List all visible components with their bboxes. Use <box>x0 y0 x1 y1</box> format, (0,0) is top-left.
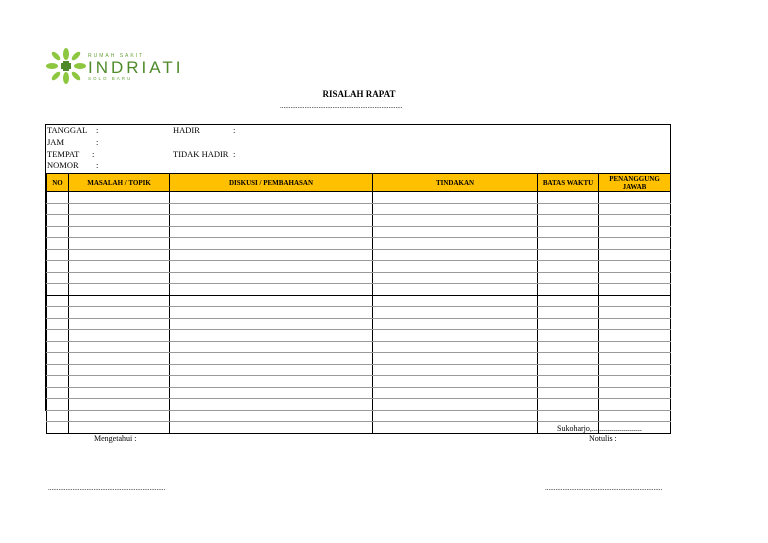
table-cell[interactable] <box>538 249 599 261</box>
table-cell[interactable] <box>538 295 599 307</box>
table-cell[interactable] <box>47 284 69 296</box>
table-cell[interactable] <box>69 295 170 307</box>
table-cell[interactable] <box>538 410 599 422</box>
tempat-label: TEMPAT <box>47 149 80 159</box>
tidak-hadir-colon: : <box>233 149 236 159</box>
table-cell[interactable] <box>599 330 671 342</box>
table-cell[interactable] <box>69 307 170 319</box>
table-cell[interactable] <box>538 238 599 250</box>
signature-line-left: ................................................................... <box>48 484 166 492</box>
table-cell[interactable] <box>47 330 69 342</box>
table-cell[interactable] <box>599 318 671 330</box>
table-row <box>47 261 671 273</box>
jam-colon: : <box>96 137 99 147</box>
table-cell[interactable] <box>170 192 373 204</box>
document-subtitle-line: ...................................................................... <box>280 102 403 110</box>
table-body <box>47 192 671 434</box>
tempat-colon: : <box>92 149 95 159</box>
table-cell[interactable] <box>373 387 538 399</box>
table-cell[interactable] <box>170 399 373 411</box>
table-row <box>47 284 671 296</box>
table-cell[interactable] <box>538 399 599 411</box>
table-cell[interactable] <box>538 307 599 319</box>
table-cell[interactable] <box>373 226 538 238</box>
table-cell[interactable] <box>373 249 538 261</box>
table-cell[interactable] <box>69 318 170 330</box>
jam-label: JAM <box>47 137 65 147</box>
document-title: RISALAH RAPAT <box>322 89 396 99</box>
table-cell[interactable] <box>373 261 538 273</box>
table-row <box>47 295 671 307</box>
table-cell[interactable] <box>373 330 538 342</box>
table-cell[interactable] <box>599 410 671 422</box>
table-cell[interactable] <box>373 341 538 353</box>
table-row <box>47 387 671 399</box>
table-cell[interactable] <box>69 330 170 342</box>
table-cell[interactable] <box>599 387 671 399</box>
column-header-responsible: PENANGGUNG JAWAB <box>599 174 671 192</box>
table-row <box>47 399 671 411</box>
table-row <box>47 226 671 238</box>
table-cell[interactable] <box>47 422 69 434</box>
table-cell[interactable] <box>373 295 538 307</box>
table-cell[interactable] <box>47 410 69 422</box>
table-cell[interactable] <box>599 295 671 307</box>
table-cell[interactable] <box>170 215 373 227</box>
table-row <box>47 330 671 342</box>
column-header-topic: MASALAH / TOPIK <box>69 174 170 192</box>
table-cell[interactable] <box>47 341 69 353</box>
table-cell[interactable] <box>538 353 599 365</box>
table-row <box>47 272 671 284</box>
tanggal-colon: : <box>96 125 99 135</box>
table-row <box>47 410 671 422</box>
hadir-label: HADIR <box>173 125 200 135</box>
hadir-colon: : <box>233 125 236 135</box>
table-cell[interactable] <box>47 203 69 215</box>
table-cell[interactable] <box>47 192 69 204</box>
table-row <box>47 307 671 319</box>
table-cell[interactable] <box>170 387 373 399</box>
table-cell[interactable] <box>170 249 373 261</box>
table-cell[interactable] <box>599 249 671 261</box>
table-cell[interactable] <box>538 318 599 330</box>
table-cell[interactable] <box>599 353 671 365</box>
table-cell[interactable] <box>599 364 671 376</box>
table-cell[interactable] <box>170 410 373 422</box>
column-header-action: TINDAKAN <box>373 174 538 192</box>
column-header-deadline: BATAS WAKTU <box>538 174 599 192</box>
table-cell[interactable] <box>170 284 373 296</box>
table-cell[interactable] <box>599 376 671 388</box>
table-cell[interactable] <box>538 364 599 376</box>
table-cell[interactable] <box>373 307 538 319</box>
table-row <box>47 364 671 376</box>
hospital-logo <box>46 46 206 86</box>
table-cell[interactable] <box>373 238 538 250</box>
table-cell[interactable] <box>69 387 170 399</box>
table-cell[interactable] <box>170 376 373 388</box>
table-row <box>47 341 671 353</box>
table-cell[interactable] <box>170 341 373 353</box>
tanggal-label: TANGGAL <box>47 125 88 135</box>
table-cell[interactable] <box>599 238 671 250</box>
table-cell[interactable] <box>599 261 671 273</box>
table-cell[interactable] <box>69 422 170 434</box>
table-cell[interactable] <box>47 307 69 319</box>
table-cell[interactable] <box>373 376 538 388</box>
table-cell[interactable] <box>69 192 170 204</box>
table-cell[interactable] <box>373 318 538 330</box>
table-cell[interactable] <box>47 238 69 250</box>
table-cell[interactable] <box>47 272 69 284</box>
table-cell[interactable] <box>69 215 170 227</box>
table-header-row <box>47 174 671 192</box>
table-cell[interactable] <box>69 376 170 388</box>
table-cell[interactable] <box>538 387 599 399</box>
table-cell[interactable] <box>47 364 69 376</box>
table-cell[interactable] <box>170 353 373 365</box>
table-cell[interactable] <box>170 203 373 215</box>
table-cell[interactable] <box>538 192 599 204</box>
table-cell[interactable] <box>599 307 671 319</box>
table-cell[interactable] <box>69 261 170 273</box>
table-row <box>47 238 671 250</box>
table-cell[interactable] <box>599 215 671 227</box>
minutes-form <box>45 124 671 411</box>
table-cell[interactable] <box>373 364 538 376</box>
table-cell[interactable] <box>599 226 671 238</box>
table-cell[interactable] <box>373 399 538 411</box>
table-cell[interactable] <box>538 203 599 215</box>
table-cell[interactable] <box>599 203 671 215</box>
table-cell[interactable] <box>538 284 599 296</box>
table-cell[interactable] <box>47 215 69 227</box>
table-cell[interactable] <box>170 364 373 376</box>
table-cell[interactable] <box>599 272 671 284</box>
table-cell[interactable] <box>170 226 373 238</box>
column-header-no: NO <box>47 174 69 192</box>
table-cell[interactable] <box>47 353 69 365</box>
signature-line-right: ................................................................... <box>545 484 663 492</box>
table-cell[interactable] <box>69 284 170 296</box>
table-cell[interactable] <box>599 399 671 411</box>
table-cell[interactable] <box>170 307 373 319</box>
table-cell[interactable] <box>599 341 671 353</box>
table-cell[interactable] <box>373 272 538 284</box>
table-cell[interactable] <box>170 318 373 330</box>
table-row <box>47 318 671 330</box>
table-cell[interactable] <box>170 422 373 434</box>
table-cell[interactable] <box>69 341 170 353</box>
meeting-info <box>46 125 670 173</box>
table-cell[interactable] <box>373 353 538 365</box>
table-row <box>47 376 671 388</box>
table-cell[interactable] <box>373 422 538 434</box>
table-cell[interactable] <box>373 215 538 227</box>
table-row <box>47 249 671 261</box>
table-cell[interactable] <box>69 399 170 411</box>
table-cell[interactable] <box>538 341 599 353</box>
table-cell[interactable] <box>69 364 170 376</box>
logo-name: INDRIATI <box>88 58 184 77</box>
notulis-label: Notulis : <box>589 434 617 443</box>
leaf-cross-icon <box>46 48 86 84</box>
table-cell[interactable] <box>47 387 69 399</box>
table-cell[interactable] <box>47 295 69 307</box>
logo-top-text: RUMAH SAKIT <box>88 53 145 59</box>
table-cell[interactable] <box>599 192 671 204</box>
table-cell[interactable] <box>69 410 170 422</box>
table-cell[interactable] <box>538 376 599 388</box>
column-header-discussion: DISKUSI / PEMBAHASAN <box>170 174 373 192</box>
table-cell[interactable] <box>599 284 671 296</box>
table-cell[interactable] <box>47 226 69 238</box>
logo-bottom-text: SOLO BARU <box>88 76 133 81</box>
table-cell[interactable] <box>47 249 69 261</box>
table-cell[interactable] <box>538 261 599 273</box>
table-cell[interactable] <box>69 272 170 284</box>
table-row <box>47 203 671 215</box>
minutes-table <box>46 173 671 434</box>
place-date: Sukoharjo,......................... <box>557 424 642 433</box>
table-cell[interactable] <box>373 192 538 204</box>
table-row <box>47 192 671 204</box>
table-cell[interactable] <box>47 318 69 330</box>
table-cell[interactable] <box>170 330 373 342</box>
table-cell[interactable] <box>69 226 170 238</box>
mengetahui-label: Mengetahui : <box>94 434 137 443</box>
table-cell[interactable] <box>538 272 599 284</box>
table-row <box>47 215 671 227</box>
table-cell[interactable] <box>69 238 170 250</box>
table-cell[interactable] <box>170 295 373 307</box>
table-cell[interactable] <box>373 203 538 215</box>
table-cell[interactable] <box>69 249 170 261</box>
table-cell[interactable] <box>373 284 538 296</box>
table-row <box>47 353 671 365</box>
table-cell[interactable] <box>170 272 373 284</box>
table-cell[interactable] <box>538 330 599 342</box>
table-cell[interactable] <box>538 215 599 227</box>
tidak-hadir-label: TIDAK HADIR <box>173 149 229 159</box>
table-cell[interactable] <box>47 261 69 273</box>
nomor-colon: : <box>96 160 99 170</box>
table-cell[interactable] <box>170 261 373 273</box>
table-cell[interactable] <box>373 410 538 422</box>
table-cell[interactable] <box>538 226 599 238</box>
nomor-label: NOMOR <box>47 160 79 170</box>
table-cell[interactable] <box>69 203 170 215</box>
table-cell[interactable] <box>170 238 373 250</box>
table-cell[interactable] <box>47 399 69 411</box>
table-cell[interactable] <box>69 353 170 365</box>
table-cell[interactable] <box>47 376 69 388</box>
